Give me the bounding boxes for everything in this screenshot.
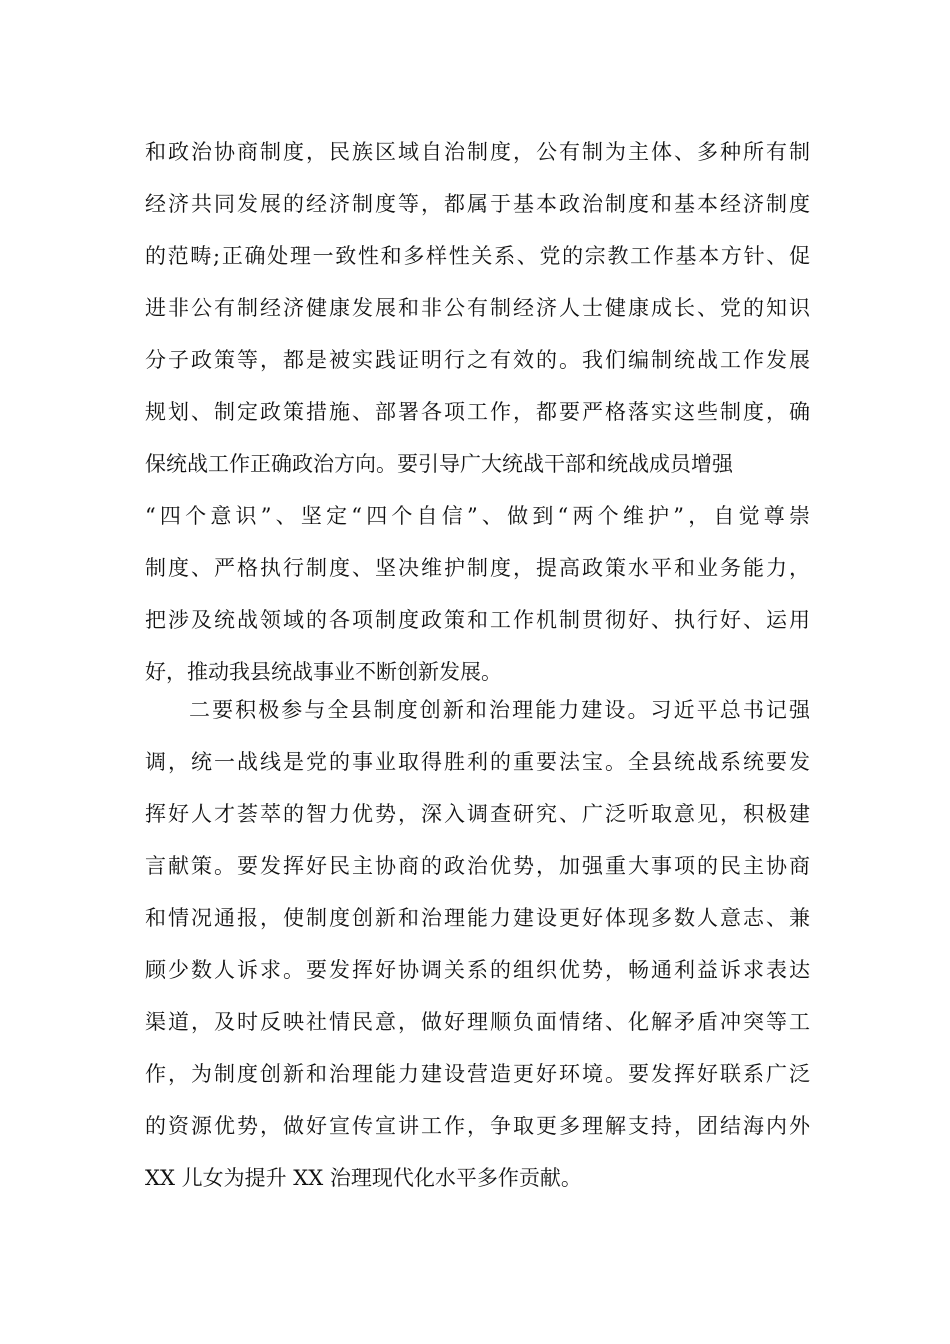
text-line: 把涉及统战领域的各项制度政策和工作机制贯彻好、执行好、运用	[145, 608, 810, 632]
text-line: 保统战工作正确政治方向。要引导广大统战干部和统战成员增强	[145, 452, 733, 476]
text-line: 的范畴;正确处理一致性和多样性关系、党的宗教工作基本方针、促	[145, 244, 810, 268]
text-line: 渠道，及时反映社情民意，做好理顺负面情绪、化解矛盾冲突等工	[145, 1010, 810, 1034]
text-line: “四个意识”、坚定“四个自信”、做到“两个维护”，自觉尊崇	[145, 504, 810, 528]
text-line: 作，为制度创新和治理能力建设营造更好环境。要发挥好联系广泛	[145, 1062, 810, 1086]
text-line: 言献策。要发挥好民主协商的政治优势，加强重大事项的民主协商	[145, 854, 810, 878]
text-line: 分子政策等，都是被实践证明行之有效的。我们编制统战工作发展	[145, 348, 810, 372]
text-line: 和政治协商制度，民族区域自治制度，公有制为主体、多种所有制	[145, 140, 810, 164]
text-line: 经济共同发展的经济制度等，都属于基本政治制度和基本经济制度	[145, 192, 810, 216]
text-line: 好，推动我县统战事业不断创新发展。	[145, 660, 502, 684]
text-line: 挥好人才荟萃的智力优势，深入调查研究、广泛听取意见，积极建	[145, 802, 810, 826]
text-line: 二要积极参与全县制度创新和治理能力建设。习近平总书记强	[189, 698, 810, 722]
text-line: 规划、制定政策措施、部署各项工作，都要严格落实这些制度，确	[145, 400, 810, 424]
text-line: XX 儿女为提升 XX 治理现代化水平多作贡献。	[145, 1166, 582, 1190]
text-line: 进非公有制经济健康发展和非公有制经济人士健康成长、党的知识	[145, 296, 810, 320]
text-line: 的资源优势，做好宣传宣讲工作，争取更多理解支持，团结海内外	[145, 1114, 810, 1138]
paragraph-1	[145, 126, 810, 698]
text-line: 制度、严格执行制度、坚决维护制度，提高政策水平和业务能力，	[145, 556, 810, 580]
text-line: 和情况通报，使制度创新和治理能力建设更好体现多数人意志、兼	[145, 906, 810, 930]
text-line: 顾少数人诉求。要发挥好协调关系的组织优势，畅通利益诉求表达	[145, 958, 810, 982]
paragraph-2	[145, 684, 810, 1204]
text-line: 调，统一战线是党的事业取得胜利的重要法宝。全县统战系统要发	[145, 750, 810, 774]
